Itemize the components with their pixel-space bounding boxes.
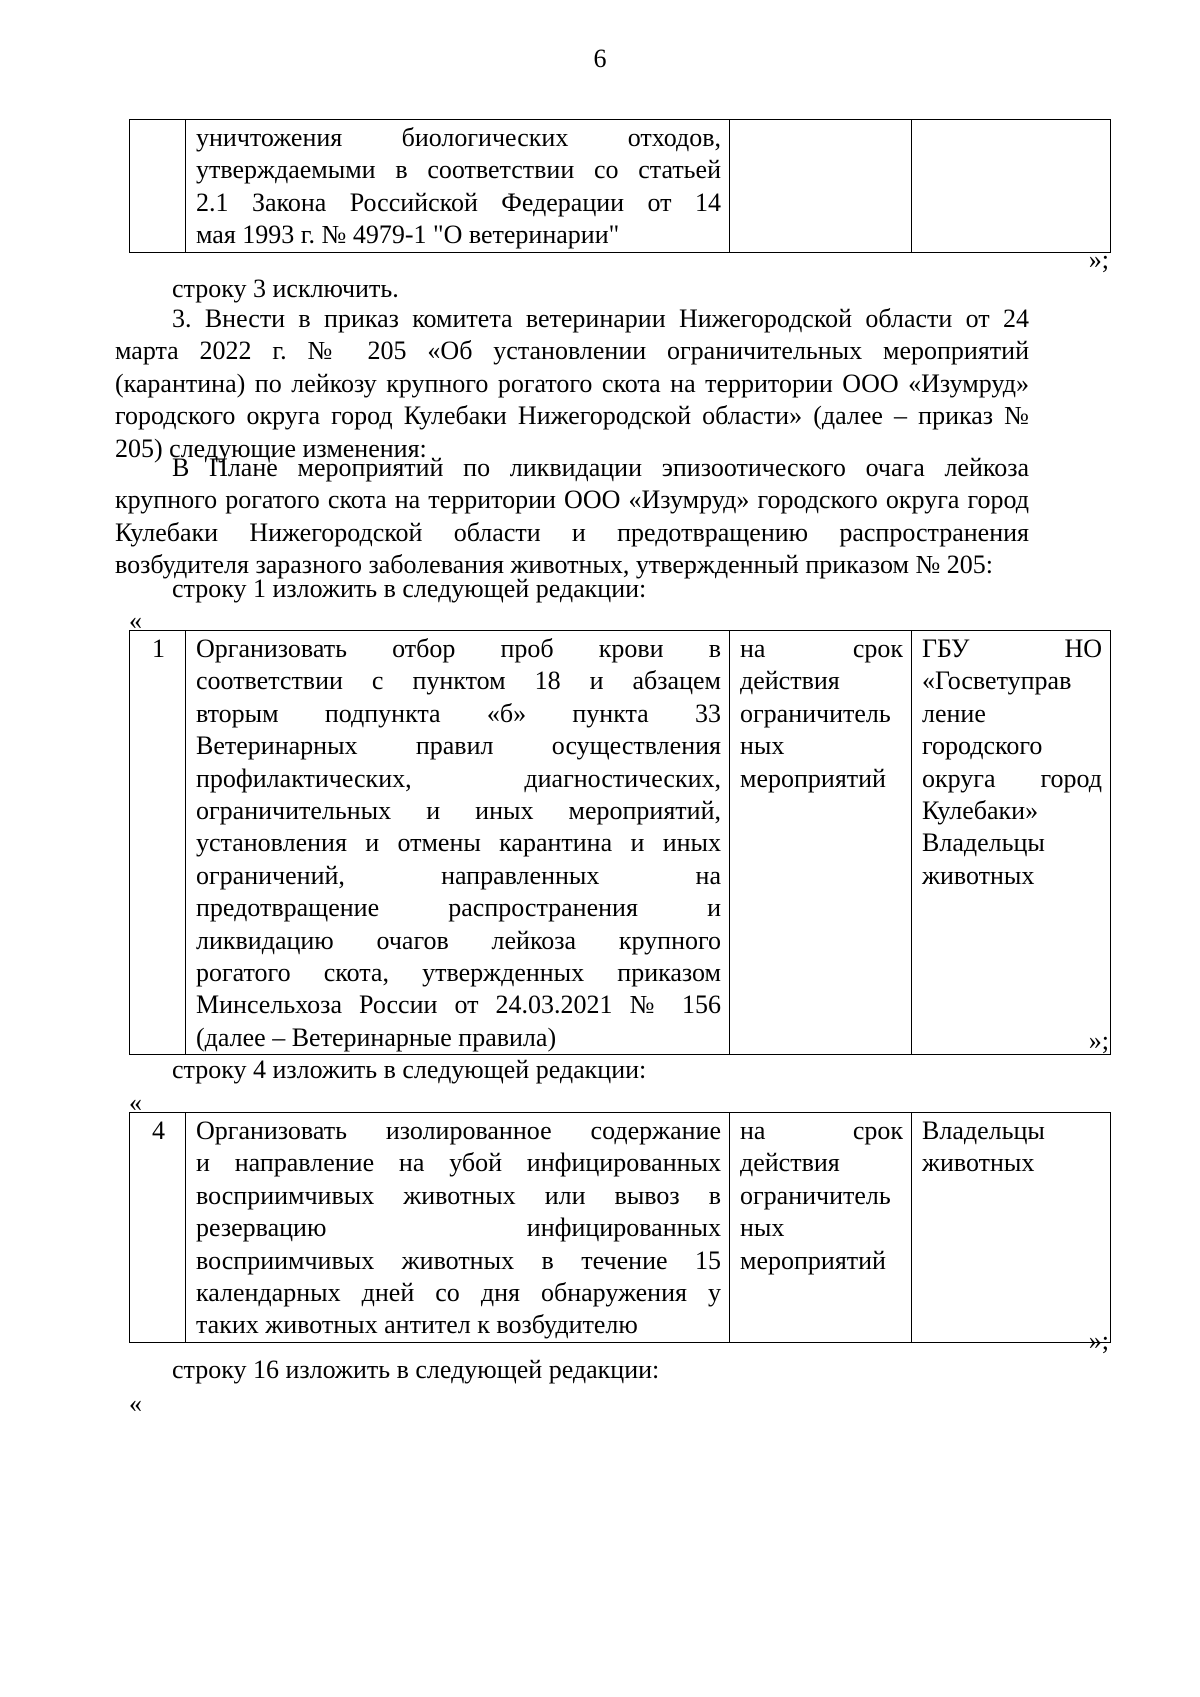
close-quote: »; bbox=[1088, 1026, 1109, 1055]
term-cell bbox=[730, 631, 912, 1055]
open-quote: « bbox=[129, 1389, 142, 1418]
close-quote: »; bbox=[1088, 1326, 1109, 1355]
paragraph-row16-intro: строку 16 изложить в следующей редакции: bbox=[172, 1355, 660, 1384]
responsible-line: животных bbox=[922, 1148, 1035, 1178]
table-continued-row bbox=[129, 119, 1111, 253]
term-line: мероприятий bbox=[740, 763, 886, 793]
paragraph-row1-intro: строку 1 изложить в следующей редакции: bbox=[172, 574, 647, 603]
term-cell bbox=[730, 120, 912, 253]
text-line: мая 1993 г. № 4979-1 "О ветеринарии" bbox=[196, 220, 620, 250]
table-row-4 bbox=[129, 1112, 1111, 1343]
text-line: 2.1 Закона Российской Федерации от 14 bbox=[196, 187, 721, 217]
term-line: действия bbox=[740, 1148, 840, 1178]
term-line: ограничитель bbox=[740, 698, 891, 728]
text-line: восприимчивых животных в течение 15 bbox=[196, 1245, 721, 1275]
text-line: Ветеринарных правил осуществления bbox=[196, 731, 721, 761]
text-line: (далее – Ветеринарные правила) bbox=[196, 1022, 557, 1052]
text-line: и направление на убой инфицированных bbox=[196, 1148, 721, 1178]
paragraph-exclude-row3: строку 3 исключить. bbox=[172, 274, 399, 303]
term-line: ограничитель bbox=[740, 1180, 891, 1210]
table-row bbox=[130, 120, 1111, 253]
text-line: ограничений, направленных на bbox=[196, 860, 721, 890]
measure-text-cell bbox=[186, 120, 730, 253]
paragraph-item-3: 3. Внести в приказ комитета ветеринарии Нижегородской области от 24 марта 2022 г. № 205 «Об установлении ограничительных мероприятий (карантина) по лейкозу крупного рогатого скота на территории ООО «Изумруд» городского округа город Кулебаки Нижегородской области» (далее – приказ № 205) следующие изменения: bbox=[115, 304, 1029, 463]
text-line: календарных дней со дня обнаружения у bbox=[196, 1278, 721, 1308]
row-number-cell bbox=[130, 120, 186, 253]
text-line: предотвращение распространения и bbox=[196, 893, 721, 923]
page-number: 6 bbox=[593, 44, 607, 73]
responsible-line: Владельцы bbox=[922, 1116, 1045, 1145]
row-number-cell: 4 bbox=[130, 1113, 186, 1343]
term-line: ных bbox=[740, 731, 785, 761]
table-row bbox=[130, 631, 1111, 1055]
responsible-cell bbox=[912, 120, 1111, 253]
term-line: действия bbox=[740, 666, 840, 696]
term-line: на срок bbox=[740, 634, 903, 663]
term-cell bbox=[730, 1113, 912, 1343]
close-quote: »; bbox=[1088, 245, 1109, 274]
responsible-line: ГБУ НО bbox=[922, 634, 1102, 663]
table-row-1 bbox=[129, 630, 1111, 1055]
text-line: Организовать изолированное содержание bbox=[196, 1116, 721, 1145]
term-line: ных bbox=[740, 1213, 785, 1243]
text-line: соответствии с пунктом 18 и абзацем bbox=[196, 666, 721, 696]
text-line: восприимчивых животных или вывоз в bbox=[196, 1180, 721, 1210]
responsible-line: «Госветуправ bbox=[922, 666, 1072, 696]
text-line: таких животных антител к возбудителю bbox=[196, 1310, 638, 1340]
text-line: установления и отмены карантина и иных bbox=[196, 828, 721, 858]
open-quote: « bbox=[129, 1088, 142, 1117]
responsible-line: городского bbox=[922, 731, 1043, 761]
responsible-line: животных bbox=[922, 860, 1035, 890]
text-line: профилактических, диагностических, bbox=[196, 763, 721, 793]
open-quote: « bbox=[129, 606, 142, 635]
text-line: рогатого скота, утвержденных приказом bbox=[196, 958, 721, 988]
responsible-cell bbox=[912, 631, 1111, 1055]
text-line: уничтожения биологических отходов, bbox=[196, 123, 721, 152]
responsible-line: Владельцы bbox=[922, 828, 1045, 858]
text-line: Минсельхоза России от 24.03.2021 № 156 bbox=[196, 990, 721, 1020]
text-line: ликвидацию очагов лейкоза крупного bbox=[196, 925, 721, 955]
text-line: утверждаемыми в соответствии со статьей bbox=[196, 155, 721, 185]
responsible-line: ление bbox=[922, 698, 986, 728]
measure-text-cell bbox=[186, 631, 730, 1055]
text-line: вторым подпункта «б» пункта 33 bbox=[196, 698, 721, 728]
text-line: ограничительных и иных мероприятий, bbox=[196, 796, 721, 826]
row-number-cell: 1 bbox=[130, 631, 186, 1055]
measure-text-cell bbox=[186, 1113, 730, 1343]
term-line: мероприятий bbox=[740, 1245, 886, 1275]
table-row bbox=[130, 1113, 1111, 1343]
text-line: Организовать отбор проб крови в bbox=[196, 634, 721, 663]
paragraph-row4-intro: строку 4 изложить в следующей редакции: bbox=[172, 1055, 647, 1084]
responsible-line: Кулебаки» bbox=[922, 796, 1039, 826]
text-line: резервацию инфицированных bbox=[196, 1213, 721, 1243]
term-line: на срок bbox=[740, 1116, 903, 1145]
paragraph-plan: В Плане мероприятий по ликвидации эпизоотического очага лейкоза крупного рогатого скота на территории ООО «Изумруд» городского округа город Кулебаки Нижегородской области и предотвращению распространения возбудителя заразного заболевания животных, утвержденный приказом № 205: bbox=[115, 453, 1029, 580]
responsible-cell bbox=[912, 1113, 1111, 1343]
responsible-line: округа город bbox=[922, 763, 1102, 793]
